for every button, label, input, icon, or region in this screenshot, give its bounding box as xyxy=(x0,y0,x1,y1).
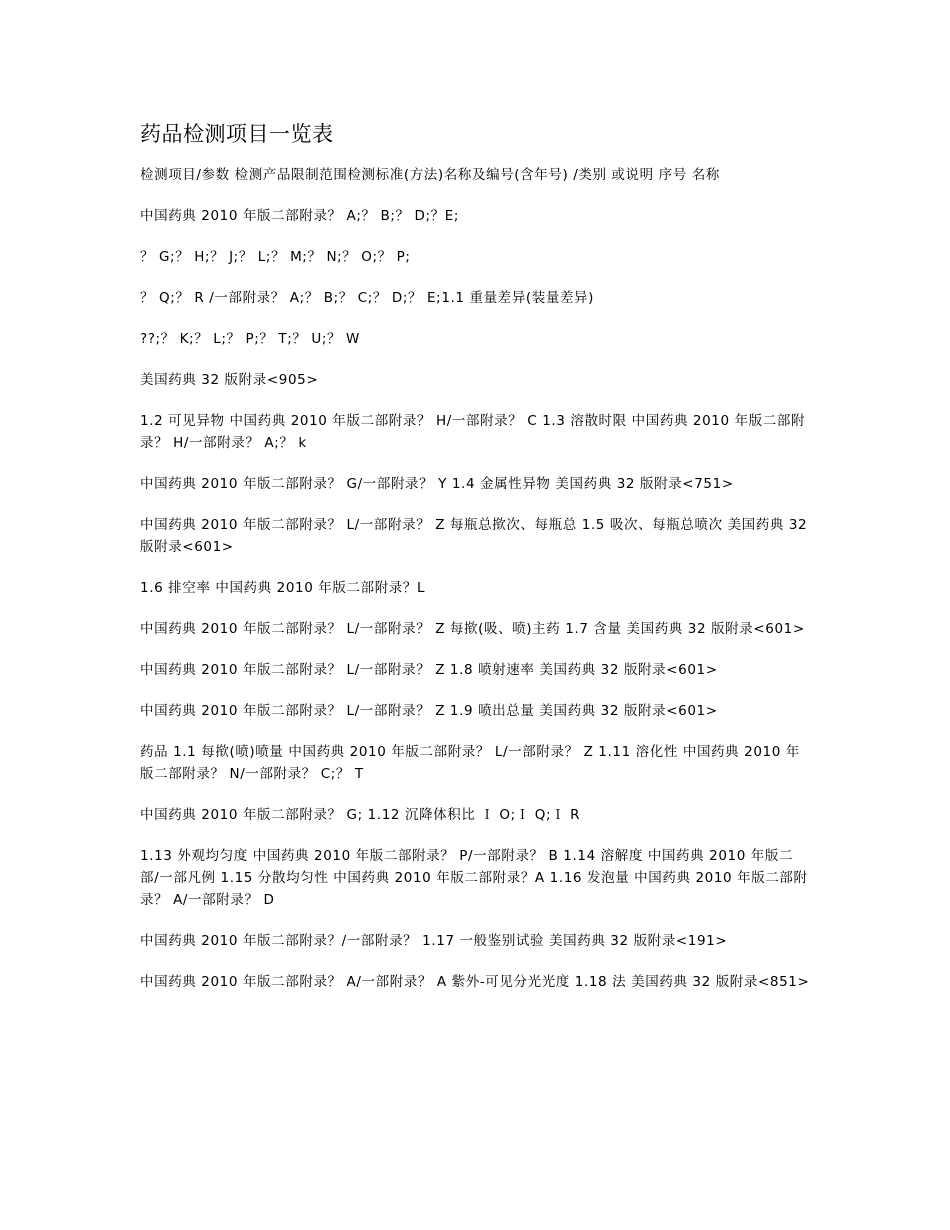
paragraph: 药品 1.1 每揿(喷)喷量 中国药典 2010 年版二部附录？ L/一部附录？ Z 1.11 溶化性 中国药典 2010 年版二部附录？ N/一部附录？ C;？ T xyxy=(140,744,800,782)
document-title: 药品检测项目一览表 xyxy=(140,122,334,146)
paragraph: 中国药典 2010 年版二部附录？/一部附录？ 1.17 一般鉴别试验 美国药典 32 版附录<191> xyxy=(140,933,728,949)
paragraph: 1.6 排空率 中国药典 2010 年版二部附录？L xyxy=(140,580,426,596)
paragraph: 中国药典 2010 年版二部附录？ A/一部附录？ A 紫外-可见分光光度 1.18 法 美国药典 32 版附录<851> xyxy=(140,974,810,990)
paragraph: 中国药典 2010 年版二部附录？ G/一部附录？ Y 1.4 金属性异物 美国药典 32 版附录<751> xyxy=(140,476,734,492)
paragraph: 美国药典 32 版附录<905> xyxy=(140,372,319,388)
paragraph: ？ G;？ H;？ J;？ L;？ M;？ N;？ O;？ P; xyxy=(140,249,411,265)
paragraph: 中国药典 2010 年版二部附录？ L/一部附录？ Z 1.9 喷出总量 美国药典 32 版附录<601> xyxy=(140,703,718,719)
paragraph: 1.13 外观均匀度 中国药典 2010 年版二部附录？ P/一部附录？ B 1.14 溶解度 中国药典 2010 年版二部/一部凡例 1.15 分散均匀性 中国药典 2010 年版二部附录？A 1.16 发泡量 中国药典 2010 年版二部附录？ A/一部附录？ D xyxy=(140,848,808,908)
paragraph: ??;？ K;？ L;？ P;？ T;？ U;？ W xyxy=(140,331,360,347)
document-page xyxy=(140,118,812,1012)
paragraph: 中国药典 2010 年版二部附录？ L/一部附录？ Z 1.8 喷射速率 美国药典 32 版附录<601> xyxy=(140,662,718,678)
paragraph: 中国药典 2010 年版二部附录？ L/一部附录？ Z 每瓶总揿次、每瓶总 1.5 吸次、每瓶总喷次 美国药典 32 版附录<601> xyxy=(140,517,808,555)
paragraph: 1.2 可见异物 中国药典 2010 年版二部附录？ H/一部附录？ C 1.3 溶散时限 中国药典 2010 年版二部附录？ H/一部附录？ A;？ k xyxy=(140,413,806,451)
paragraph: 中国药典 2010 年版二部附录？ G; 1.12 沉降体积比 Ｉ O;Ｉ Q;Ｉ R xyxy=(140,807,581,823)
paragraph: 中国药典 2010 年版二部附录？ A;？ B;？ D;？E; xyxy=(140,208,460,224)
paragraph: ？ Q;？ R /一部附录？ A;？ B;？ C;？ D;？ E;1.1 重量差异(装量差异) xyxy=(140,290,595,306)
paragraph: 中国药典 2010 年版二部附录？ L/一部附录？ Z 每揿(吸、喷)主药 1.7 含量 美国药典 32 版附录<601> xyxy=(140,621,805,637)
paragraph-header-row: 检测项目/参数 检测产品限制范围检测标准(方法)名称及编号(含年号) /类别 或说明 序号 名称 xyxy=(140,167,720,183)
